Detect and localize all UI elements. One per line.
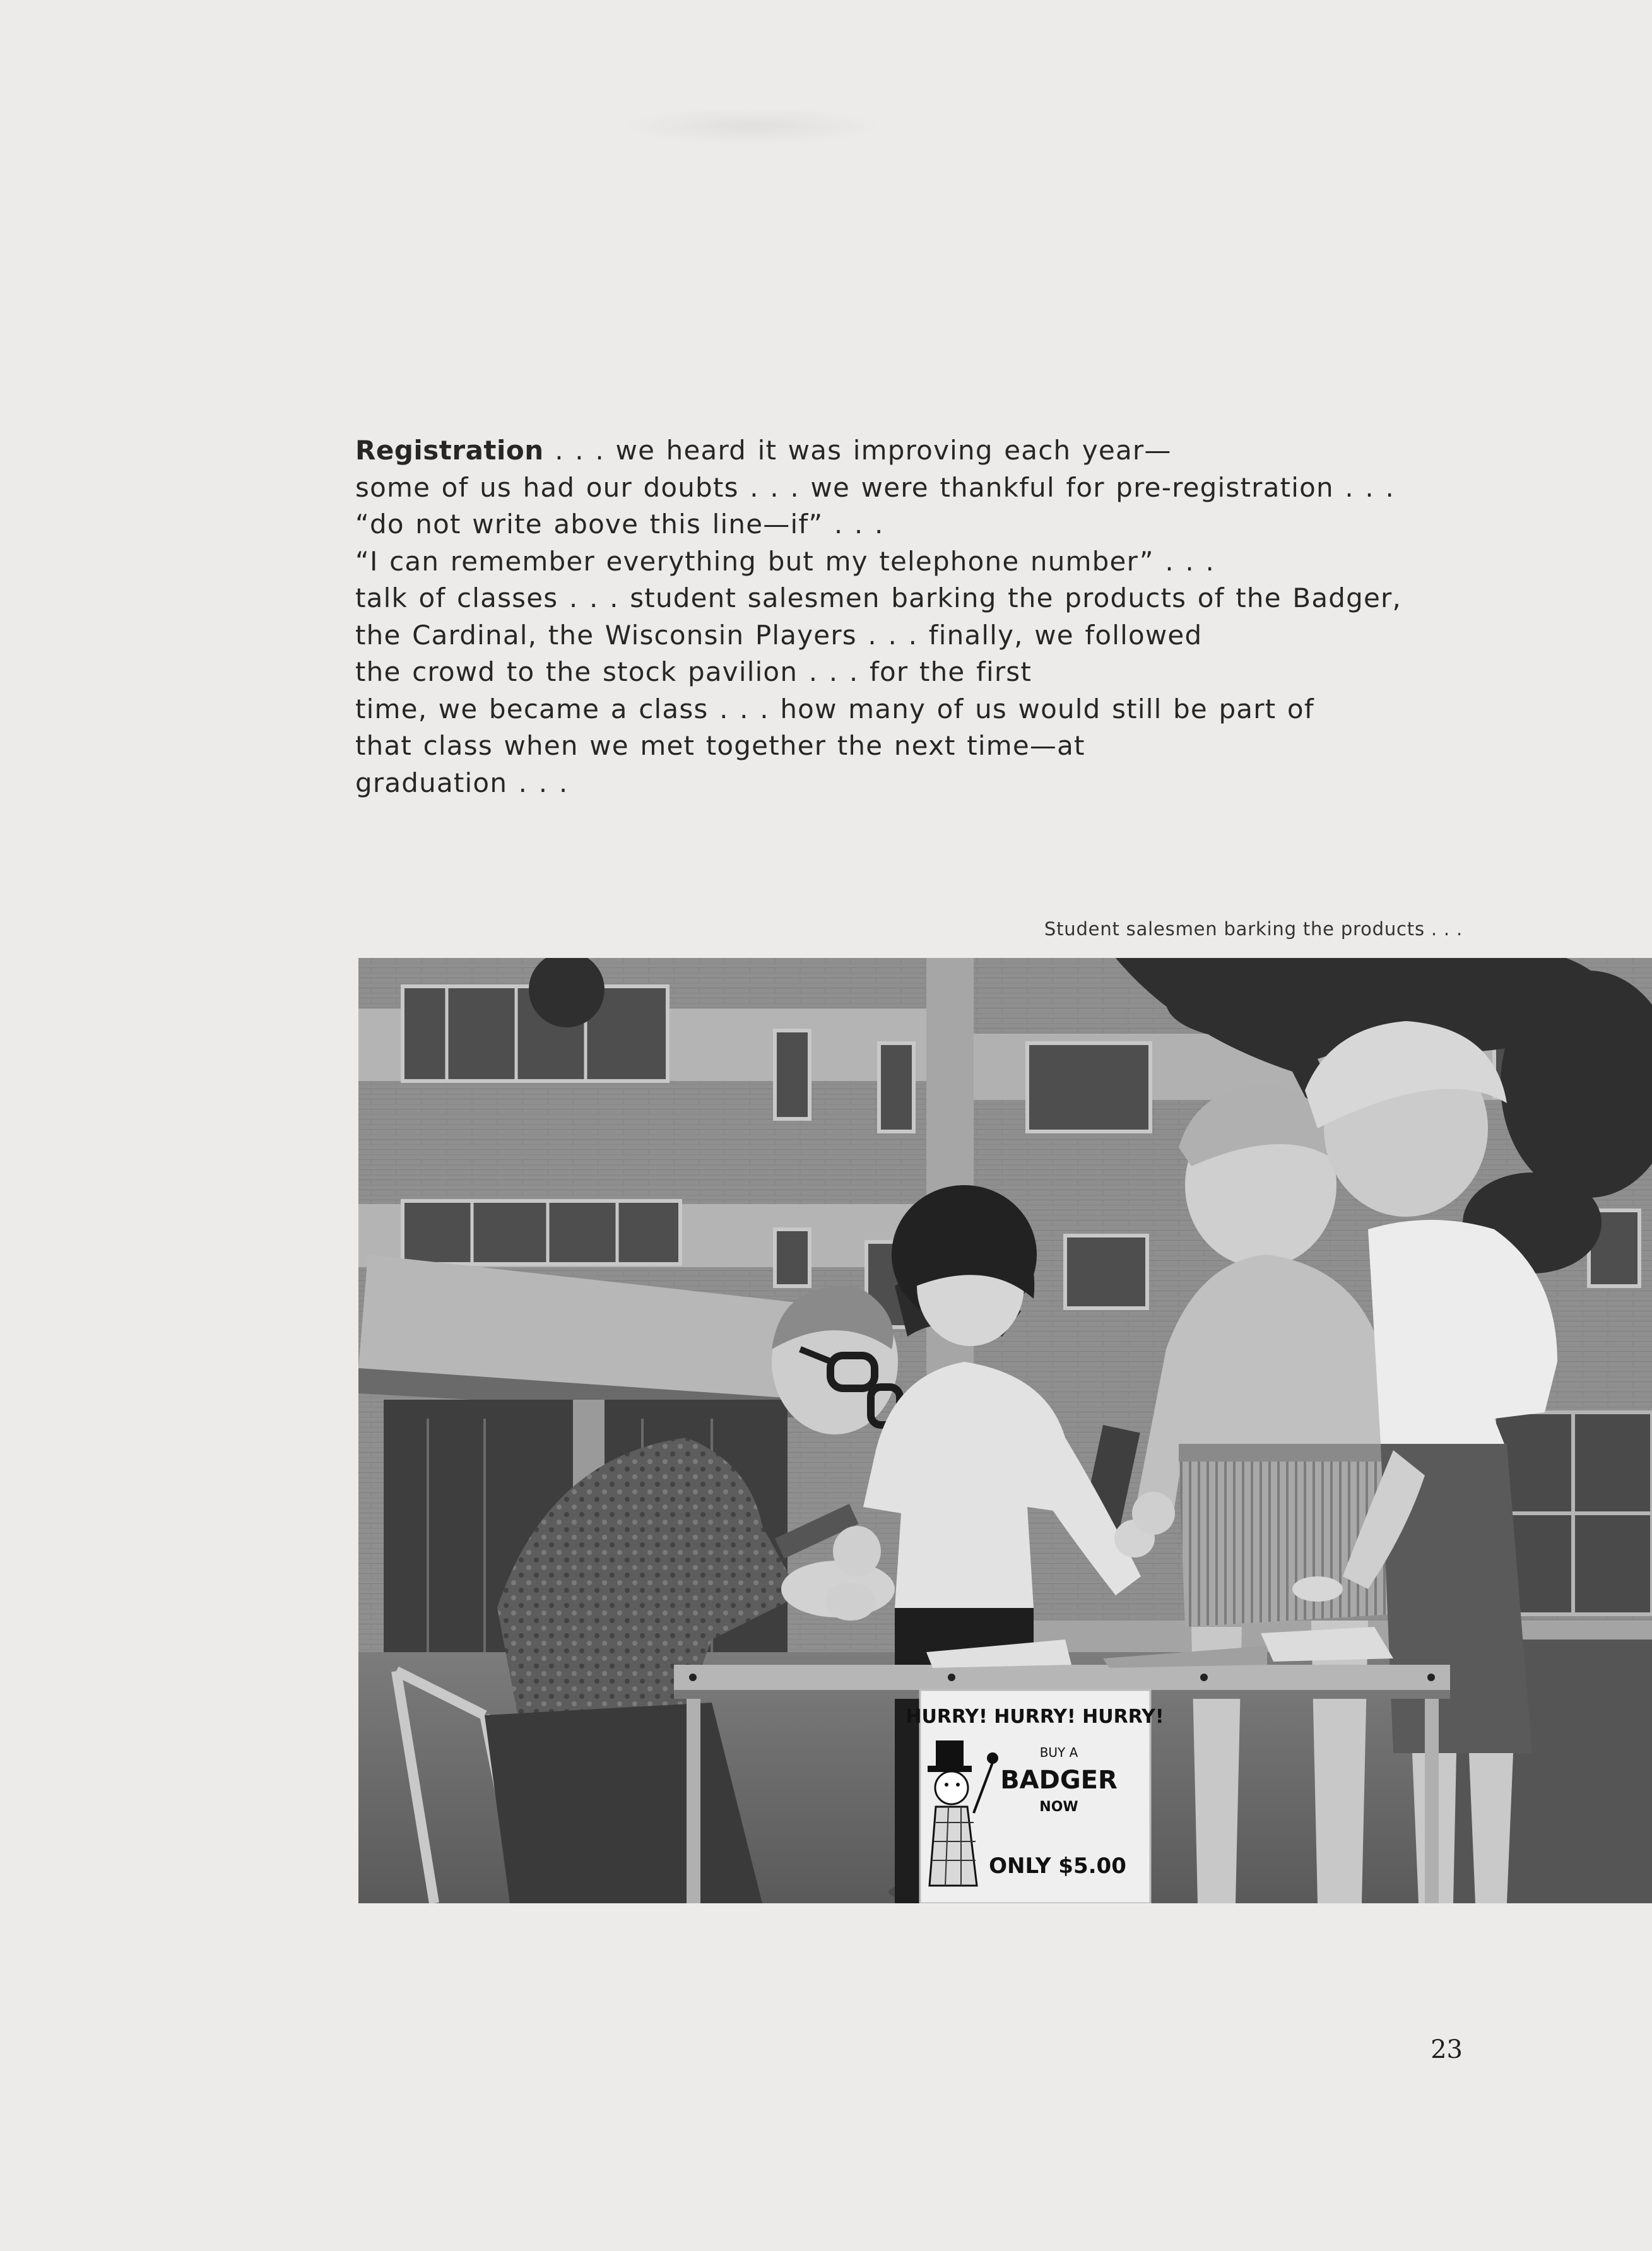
photo-caption: Student salesmen barking the products . . . [1044, 918, 1463, 940]
paragraph-line-6: the Cardinal, the Wisconsin Players . . . finally, we followed [355, 619, 1203, 651]
lead-joiner: . . . [543, 435, 616, 466]
paragraph-line-4: “I can remember everything but my telephone number” . . . [355, 545, 1215, 577]
paragraph-line-5: talk of classes . . . student salesmen barking the products of the Badger, [355, 582, 1402, 613]
sign-badger-text: BADGER [1000, 1766, 1118, 1795]
photo-illustration [358, 958, 1652, 1903]
paragraph-line-2: some of us had our doubts . . . we were thankful for pre-registration . . . [355, 471, 1395, 503]
page-number: 23 [1431, 2035, 1463, 2064]
paragraph-line-9: that class when we met together the next time—at [355, 730, 1085, 761]
sign-price-text: ONLY $5.00 [989, 1853, 1126, 1879]
line-1-text: we heard it was improving each year— [615, 435, 1172, 466]
sign-hurry-text: HURRY! HURRY! HURRY! [906, 1706, 1164, 1728]
sign-buy-a-text: BUY A [1039, 1745, 1078, 1760]
registration-paragraph [355, 432, 1402, 801]
photo-student-salesmen [358, 958, 1652, 1903]
paragraph-line-8: time, we became a class . . . how many of us would still be part of [355, 693, 1314, 724]
paragraph-line-10: graduation . . . [355, 767, 569, 798]
lead-word: Registration [355, 435, 544, 466]
paragraph-line-7: the crowd to the stock pavilion . . . for the first [355, 656, 1032, 687]
paragraph-line-1 [355, 432, 1340, 470]
show-through-smudge [618, 107, 883, 145]
paragraph-line-3: “do not write above this line—if” . . . [355, 509, 884, 540]
sign-now-text: NOW [1039, 1799, 1078, 1815]
